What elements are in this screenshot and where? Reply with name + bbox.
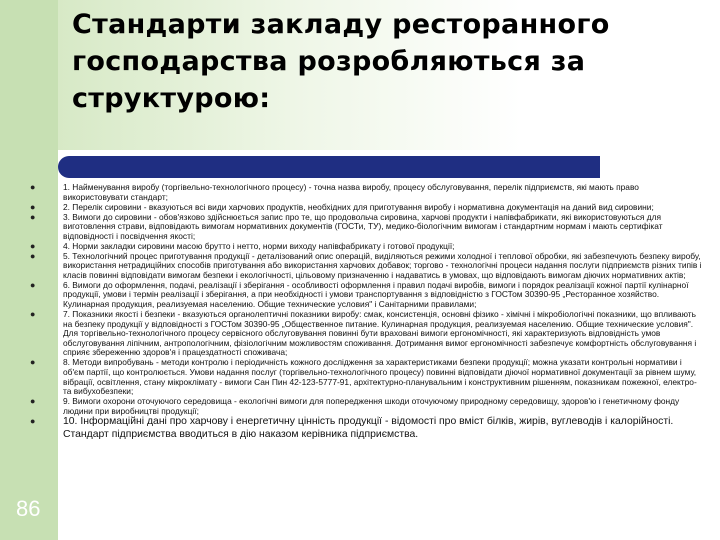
closing-note-text: Стандарт підприємства вводиться в дію наказом керівника підприємства. (63, 428, 419, 440)
list-item (30, 252, 702, 281)
list-item-text: 3. Вимоги до сировини - обов'язково здійснюється запис про те, що продовольча сировина, харчові продукти і напівфабрикати, які використовуються для виготовлення страви, відповідають вимогам нормативних документів (ГОСТи, ТУ), медико-біологічним вимогам і стандартним нормам і мають сертифікат відповідності і посвідчення якості; (63, 211, 663, 241)
bullet-icon: ● (30, 182, 36, 192)
list-item (30, 416, 702, 428)
list-item-text: 8. Методи випробувань - методи контролю і періодичність кожного дослідження за характеристиками безпеки продукції; можна указати контрольні нормативи і об'єм партії, що контролюється. Умови надання послуг (торгівельно-технологічного процесу) повинні відповідати діючої нормативної документації за рівнем шуму, вібрації, освітлення, стану мікроклімату - вимоги Сан Пин 42-123-5777-91, архітектурно-планувальним і конструктивним рішенням, показникам пожежної, електро- та вибухобезпеки; (63, 357, 697, 397)
bullet-icon: ● (30, 211, 36, 222)
standards-structure-list (30, 183, 702, 441)
bullet-icon: ● (30, 309, 36, 320)
title-divider-bar (58, 156, 600, 178)
bullet-icon: ● (30, 250, 36, 261)
bullet-icon: ● (30, 357, 36, 368)
closing-note (30, 429, 702, 441)
bullet-icon: ● (30, 416, 36, 427)
list-item-text: 7. Показники якості і безпеки - вказуються органолептичні показники виробу: смак, консистенція, основні фізико - хімічні і мікробіологічні показники, що впливають на безпеку продукції у відповідності з ГОСТом 30390-95 „Общественное питание. Кулинарная продукция, реализуемая населению. Общие технические условия". Для торгівельно-технологічного процесу сервісного обслуговування повинні бути враховані вимоги ергономічності, які характеризують відповідність умов обслуговування ліпічним, антропологічним, фізіологічним можливостям споживання. Дотримання вимог ергономічності забезпечує комфортність обслуговування і сприяє збереженню здоров'я і працездатності споживача; (63, 309, 697, 358)
list-item (30, 281, 702, 310)
list-item (30, 213, 702, 242)
bullet-icon: ● (30, 396, 36, 407)
slide-number: 86 (16, 496, 41, 521)
list-item-text: 4. Норми закладки сировини масою брутто і нетто, норми виходу напівфабрикату і готової продукції; (63, 240, 455, 251)
list-item-text: 9. Вимоги охорони оточуючого середовища - екологічні вимоги для попередження шкоди оточуючому природному середовищу, здоров'ю і генетичному фонду людини при виробництві продукції; (63, 396, 680, 416)
list-item (30, 310, 702, 358)
bullet-icon: ● (30, 240, 36, 251)
list-item-text: 5. Технологічний процес приготування продукції - деталізований опис операцій, виділяються режими холодної і теплової обробки, які забезпечують безпеку виробу, використання нетрадиційних способів приготування або використання харчових добавок; торгово - технологічні процеси надання послуги підприємств різних типів і класів повинні відповідати вимогам безпеки і екологічності, цільовому призначенню і надаватись в умовах, що відповідають вимогам діючих нормативних актів; (63, 250, 702, 280)
list-item (30, 358, 702, 396)
list-item (30, 183, 702, 202)
list-item (30, 397, 702, 416)
slide-title: Стандарти закладу ресторанного господарства розробляються за структурою: (72, 9, 610, 114)
list-item-text: 6. Вимоги до оформлення, подачі, реалізації і зберігання - особливості оформлення і правил подачі виробів, вимоги і порядок реалізації кожної партії кулінарної продукції, умови і термін реалізації і зберігання, а при необхідності і умови транспортування з відповідністю з ГОСТом 30390-95 „Ресторанное хозяйство. Кулинарная продукция, реализуемая населению. Общие технические условия" і Санітарними правилами; (63, 279, 689, 310)
list-item-text: 2. Перелік сировини - вказуються всі види харчових продуктів, необхідних для приготування виробу і нормативна документація на даний вид сировини; (63, 201, 654, 212)
bullet-icon: ● (30, 201, 36, 212)
list-item-text: 10. Інформаційні дані про харчову і енергетичну цінність продукції - відомості про вміст білків, жирів, вуглеводів і калорійності. (63, 416, 674, 428)
list-item-text: 1. Найменування виробу (торгівельно-технологічного процесу) - точна назва виробу, процесу обслуговування, перелік підприємств, які мають право використовувати стандарт; (63, 182, 639, 202)
bullet-icon: ● (30, 279, 36, 290)
